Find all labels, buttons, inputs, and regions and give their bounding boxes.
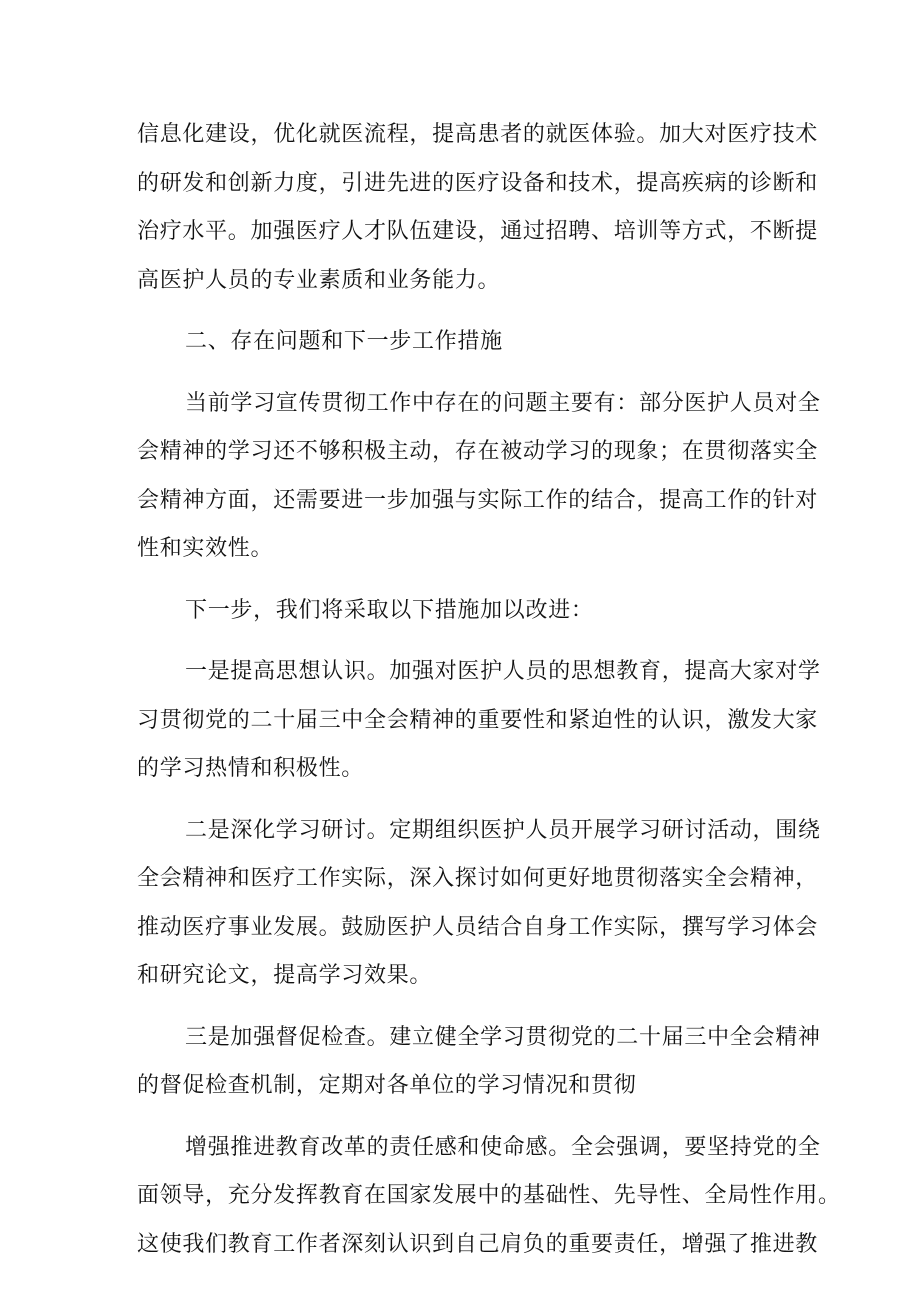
text-line: 治疗水平。加强医疗人才队伍建设，通过招聘、培训等方式，不断提 — [137, 219, 819, 244]
text-line: 全会精神和医疗工作实际，深入探讨如何更好地贯彻落实全会精神， — [137, 866, 819, 891]
paragraph-6 — [137, 1014, 821, 1111]
section-heading: 二、存在问题和下一步工作措施 — [185, 329, 503, 354]
paragraph-gap — [137, 635, 797, 648]
text-line: 会精神方面，还需要进一步加强与实际工作的结合，提高工作的针对 — [137, 487, 819, 513]
text-line: 面领导，充分发挥教育在国家发展中的基础性、先导性、全局性作用。 — [137, 1183, 841, 1208]
text-line: 增强推进教育改革的责任感和使命感。全会强调，要坚持党的全 — [185, 1134, 821, 1160]
text-line: 性和实效性。 — [137, 536, 274, 561]
text-line: 这使我们教育工作者深刻认识到自己肩负的重要责任，增强了推进教 — [137, 1231, 819, 1257]
paragraph-gap — [137, 794, 797, 807]
text-line: 高医护人员的专业素质和业务能力。 — [137, 267, 501, 293]
text-line: 信息化建设，优化就医流程，提高患者的就医体验。加大对医疗技术 — [137, 122, 819, 147]
paragraph-gap — [137, 1111, 797, 1124]
paragraph-1 — [137, 111, 819, 305]
text-line: 当前学习宣传贯彻工作中存在的问题主要有：部分医护人员对全 — [185, 390, 821, 416]
paragraph-5 — [137, 807, 821, 1001]
paragraph-gap — [137, 574, 797, 587]
text-line: 会精神的学习还不够积极主动，存在被动学习的现象；在贯彻落实全 — [137, 439, 819, 464]
text-line: 一是提高思想认识。加强对医护人员的思想教育，提高大家对学 — [185, 659, 821, 684]
paragraph-gap — [137, 1001, 797, 1014]
text-line: 推动医疗事业发展。鼓励医护人员结合自身工作实际，撰写学习体会 — [137, 914, 819, 940]
text-line: 的学习热情和积极性。 — [137, 756, 365, 781]
text-line: 和研究论文，提高学习效果。 — [137, 963, 433, 988]
text-line: 的督促检查机制，定期对各单位的学习情况和贯彻 — [137, 1073, 637, 1098]
paragraph-gap — [137, 367, 797, 380]
text-line: 三是加强督促检查。建立健全学习贯彻党的二十届三中全会精神 — [185, 1024, 821, 1050]
text-line: 习贯彻党的二十届三中全会精神的重要性和紧迫性的认识，激发大家 — [137, 707, 819, 733]
paragraph-4 — [137, 648, 821, 794]
text-line: 的研发和创新力度，引进先进的医疗设备和技术，提高疾病的诊断和 — [137, 170, 819, 196]
text-line: 二是深化学习研讨。定期组织医护人员开展学习研讨活动，围绕 — [185, 817, 821, 843]
paragraph-3 — [137, 587, 797, 636]
document-body — [137, 111, 841, 1269]
paragraph-gap — [137, 305, 797, 318]
paragraph-7 — [137, 1124, 841, 1270]
paragraph-2 — [137, 380, 821, 574]
text-line: 下一步，我们将采取以下措施加以改进： — [185, 597, 594, 623]
